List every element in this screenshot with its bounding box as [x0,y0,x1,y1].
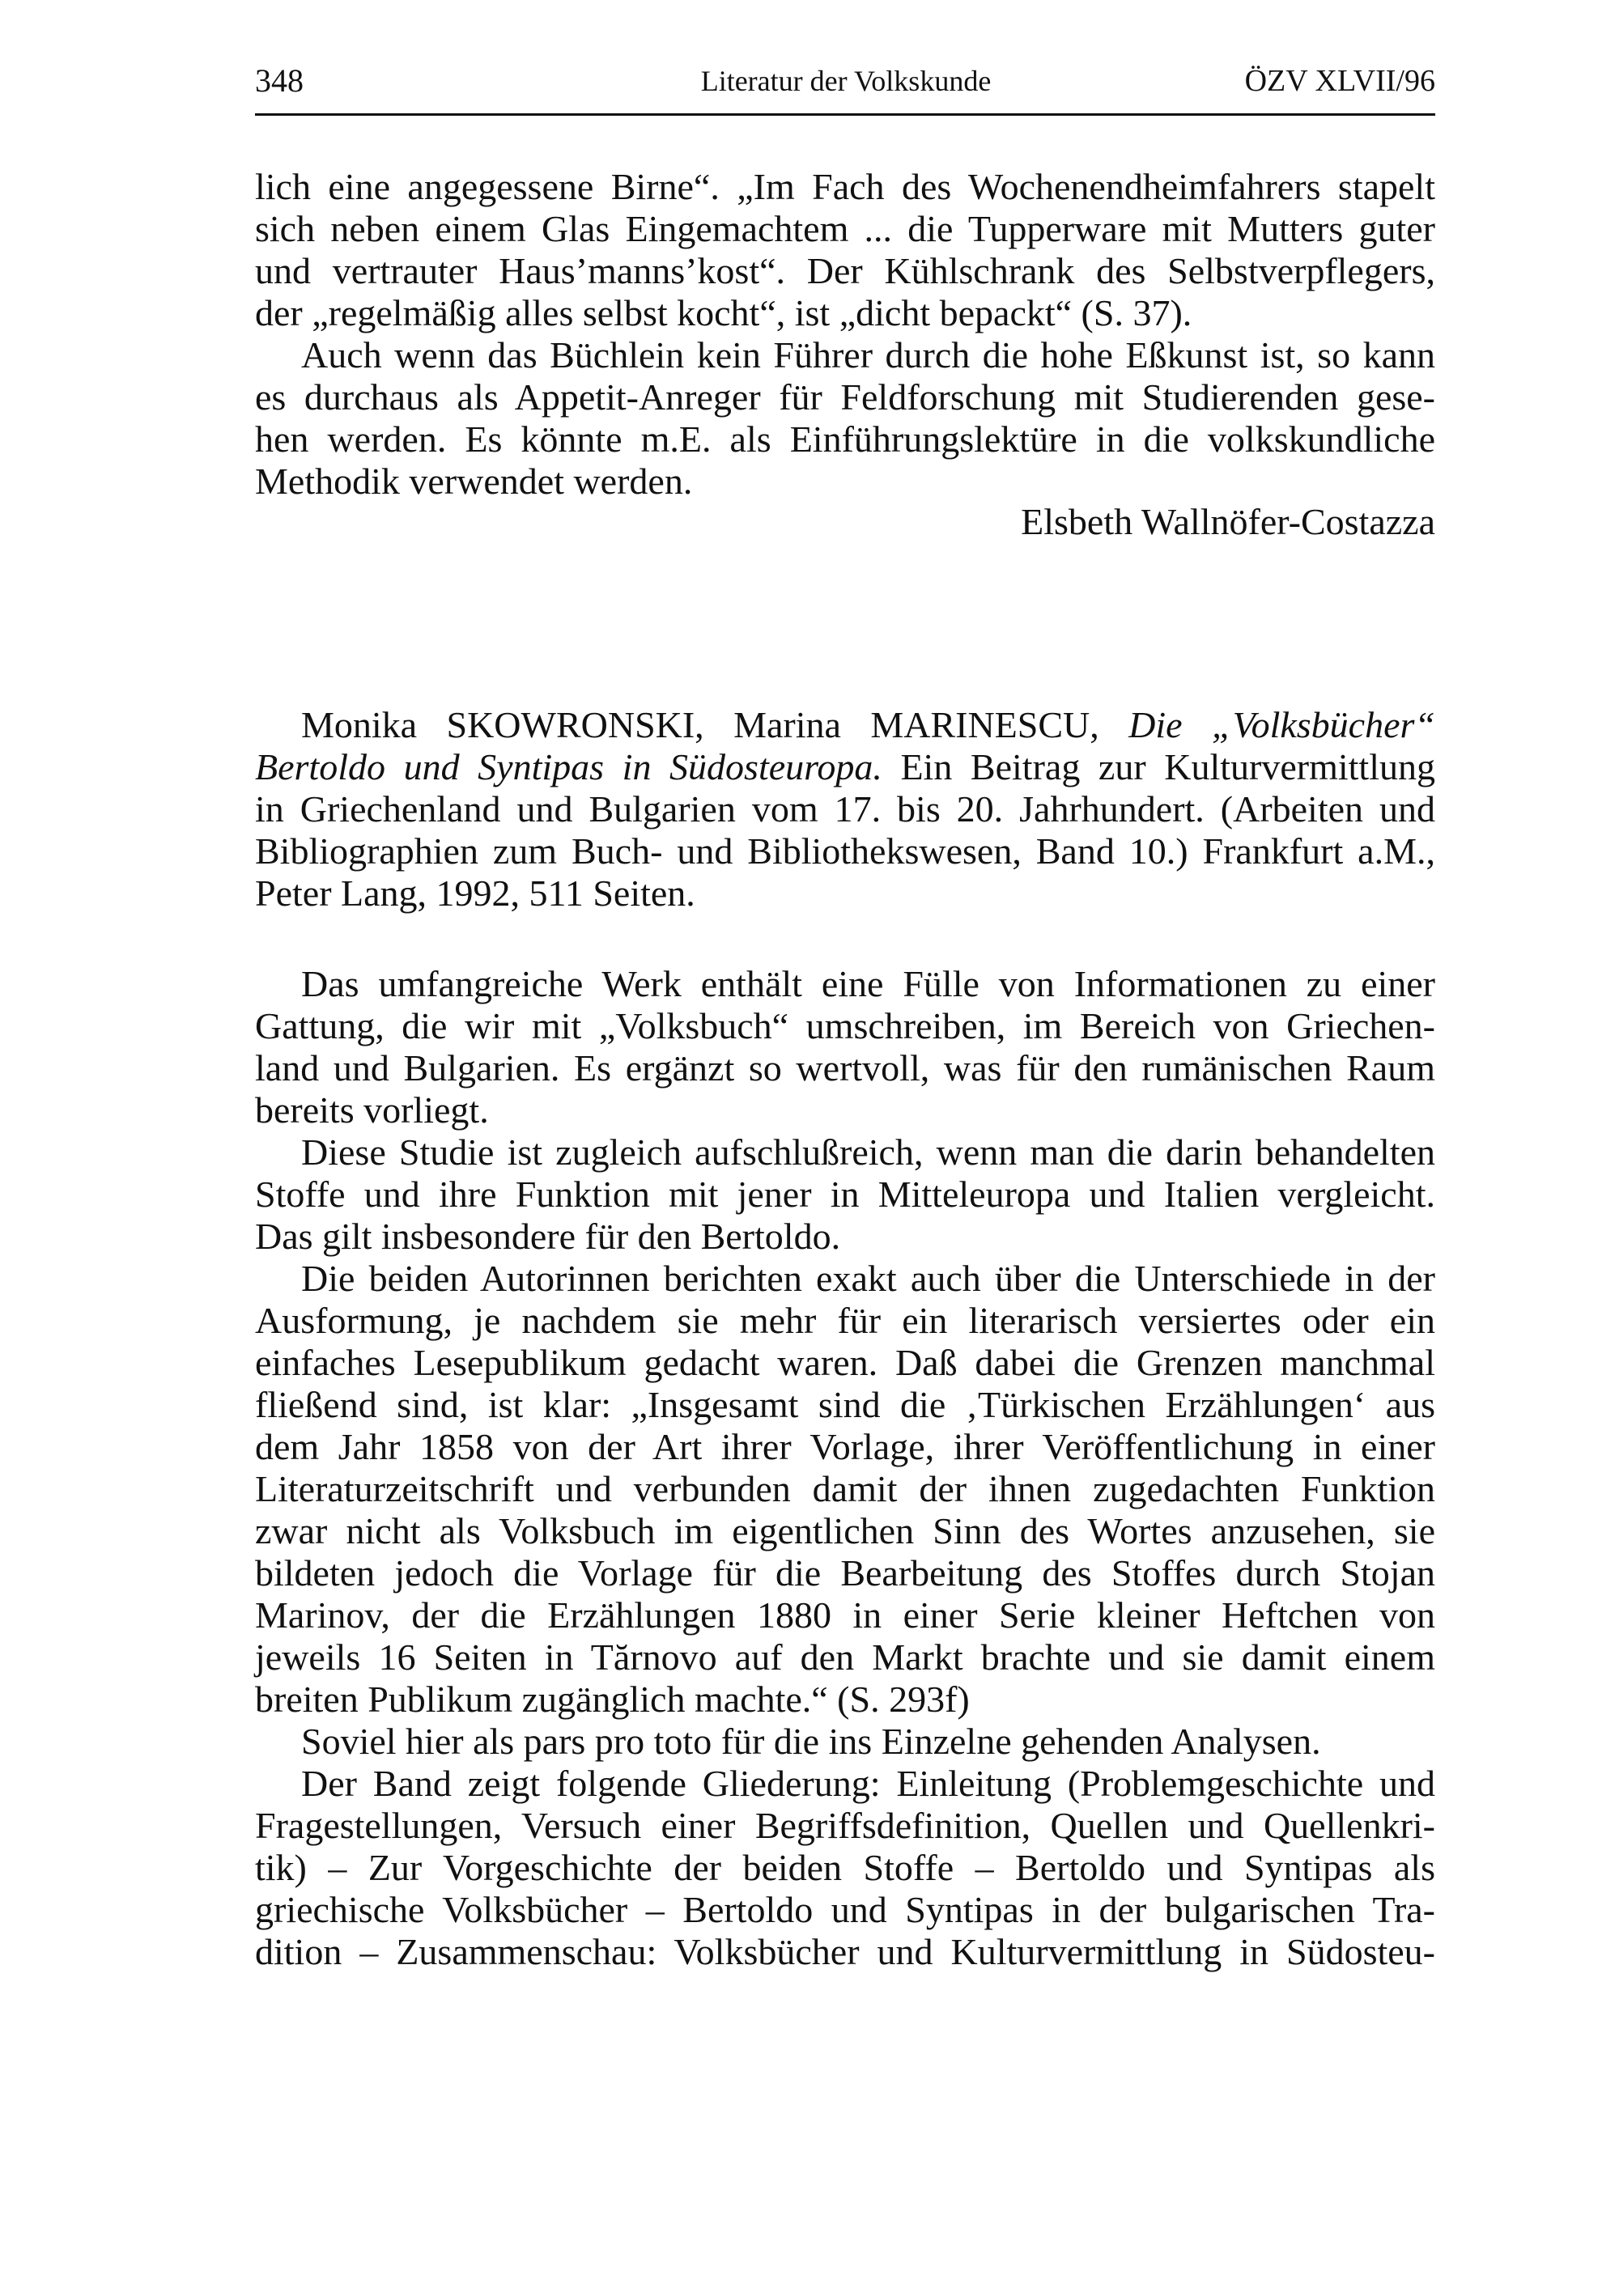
text-line [255,830,1435,872]
review-author: Elsbeth Wallnöfer-Costazza [1021,501,1435,542]
text-line: dem Jahr 1858 von der Art ihrer Vorlage, ihrer Veröffentlichung in einer [255,1426,1435,1467]
text-line: hen werden. Es könnte m.E. als Einführungslektüre in die volkskundliche [255,418,1435,460]
text-segment: Bibliographien zum Buch- und Bibliothekswesen, Band 10.) Frankfurt a.M., [255,830,1435,872]
text-line [255,704,1435,746]
text-line: lich eine angegessene Birne“. „Im Fach des Wochenendheimfahrers stapelt [255,166,1435,207]
text-segment: Peter Lang, 1992, 511 Seiten. [255,872,695,914]
text-line: Fragestellungen, Versuch einer Begriffsdefinition, Quellen und Quellenkri- [255,1805,1435,1846]
page-number: 348 [255,62,304,99]
review-2-text [255,963,1435,1973]
text-line [255,872,1435,915]
italic-title-segment: Die „Volksbücher“ [1128,704,1435,745]
text-line: sich neben einem Glas Eingemachtem ... die Tupperware mit Mutters guter [255,208,1435,249]
text-line: breiten Publikum zugänglich machte.“ (S. 293f) [255,1678,970,1720]
text-line: Die beiden Autorinnen berichten exakt auch über die Unterschiede in der [301,1258,1435,1299]
text-line: fließend sind, ist klar: „Insgesamt sind die ‚Türkischen Erzählungen‘ aus [255,1384,1435,1425]
text-line: land und Bulgarien. Es ergänzt so wertvoll, was für den rumänischen Raum [255,1047,1435,1089]
review-1-text [255,166,1435,503]
text-line: Das gilt insbesondere für den Bertoldo. [255,1216,841,1257]
text-line: es durchaus als Appetit-Anreger für Feldforschung mit Studierenden gese- [255,376,1435,418]
text-line: Das umfangreiche Werk enthält eine Fülle von Informationen zu einer [301,963,1435,1004]
text-line: Diese Studie ist zugleich aufschlußreich, wenn man die darin behandelten [301,1131,1435,1173]
text-segment: in Griechenland und Bulgarien vom 17. bis 20. Jahrhundert. (Arbeiten und [255,788,1435,830]
text-line: und vertrauter Haus’manns’kost“. Der Kühlschrank des Selbstverpflegers, [255,250,1435,291]
text-line: zwar nicht als Volksbuch im eigentlichen Sinn des Wortes anzusehen, sie [255,1510,1435,1551]
text-line: Methodik verwendet werden. [255,460,693,502]
text-line: Stoffe und ihre Funktion mit jener in Mitteleuropa und Italien vergleicht. [255,1173,1435,1215]
text-segment: Ein Beitrag zur Kulturvermittlung [882,746,1435,787]
text-line: der „regelmäßig alles selbst kocht“, ist „dicht bepackt“ (S. 37). [255,292,1192,333]
text-line: Gattung, die wir mit „Volksbuch“ umschreiben, im Bereich von Griechen- [255,1005,1435,1046]
text-line: Ausformung, je nachdem sie mehr für ein literarisch versiertes oder ein [255,1300,1435,1341]
header-rule [255,113,1435,116]
text-line: tik) – Zur Vorgeschichte der beiden Stoffe – Bertoldo und Syntipas als [255,1847,1435,1888]
text-line: Soviel hier als pars pro toto für die ins Einzelne gehenden Analysen. [301,1721,1321,1762]
journal-issue: ÖZV XLVII/96 [1244,64,1435,98]
text-line: Literaturzeitschrift und verbunden damit der ihnen zugedachten Funktion [255,1468,1435,1509]
italic-title-segment: Bertoldo und Syntipas in Südosteuropa. [255,746,882,787]
text-line: griechische Volksbücher – Bertoldo und Syntipas in der bulgarischen Tra- [255,1889,1435,1930]
text-line: jeweils 16 Seiten in Tărnovo auf den Markt brachte und sie damit einem [255,1636,1435,1678]
text-line: einfaches Lesepublikum gedacht waren. Daß dabei die Grenzen manchmal [255,1342,1435,1383]
text-line [255,746,1435,788]
text-segment: Monika SKOWRONSKI, Marina MARINESCU, [301,704,1129,745]
text-line [255,788,1435,830]
text-line: Marinov, der die Erzählungen 1880 in einer Serie kleiner Heftchen von [255,1594,1435,1636]
review-1-author-wrap [255,501,1435,543]
running-title: Literatur der Volkskunde [700,65,992,97]
text-line: bereits vorliegt. [255,1089,489,1131]
text-line: dition – Zusammenschau: Volksbücher und Kulturvermittlung in Südosteu- [255,1931,1435,1972]
text-line: Auch wenn das Büchlein kein Führer durch die hohe Eßkunst ist, so kann [301,334,1435,376]
review-2-citation [255,704,1435,915]
text-line: bildeten jedoch die Vorlage für die Bearbeitung des Stoffes durch Stojan [255,1552,1435,1594]
text-line: Der Band zeigt folgende Gliederung: Einleitung (Problemgeschichte und [301,1763,1435,1804]
